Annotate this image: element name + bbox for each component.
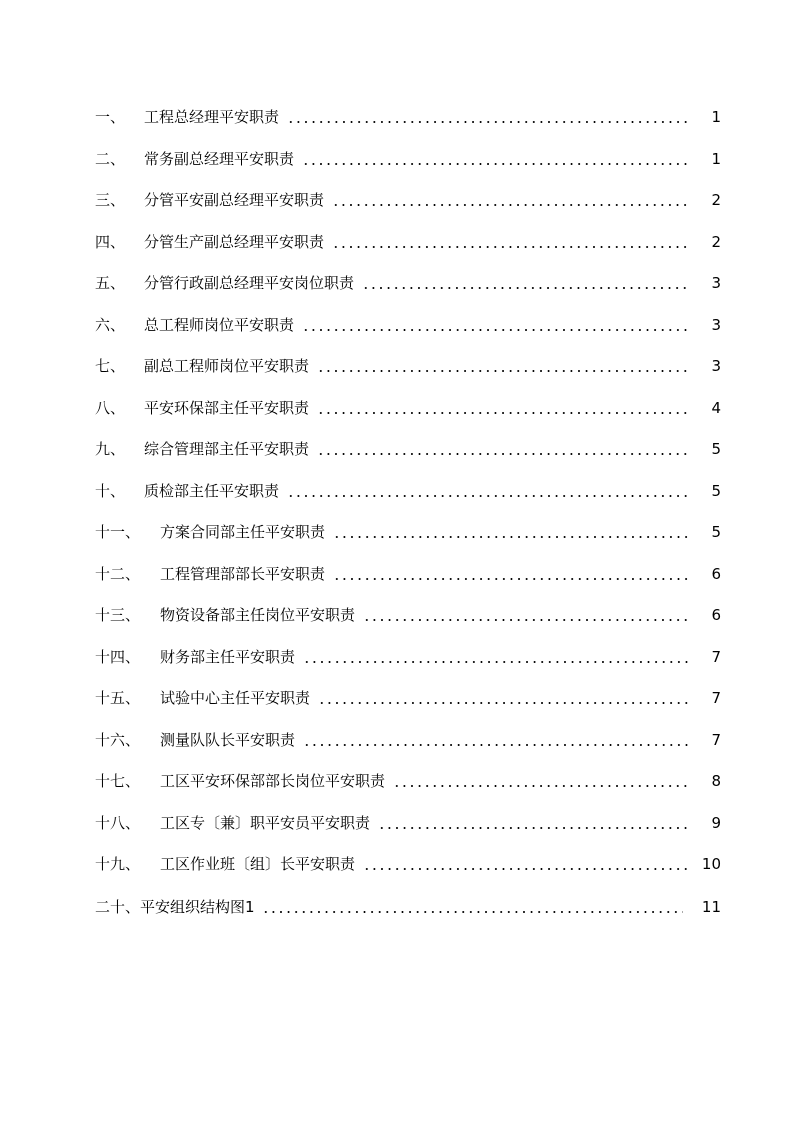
toc-entry-page-number: 6 (711, 565, 721, 583)
dot-leader (378, 812, 691, 834)
dot-leader (333, 521, 691, 543)
toc-entry-number: 五、 (95, 274, 126, 292)
toc-entry-page-number: 5 (711, 523, 721, 541)
toc-entry-page-number: 9 (711, 814, 721, 832)
toc-entry-title: 分管生产副总经理平安职责 (144, 233, 325, 251)
toc-entry-number: 十五、 (95, 689, 141, 707)
dot-leader (262, 896, 683, 918)
toc-entry-number: 八、 (95, 399, 126, 417)
toc-entry-page-number: 11 (701, 898, 721, 916)
dot-leader (303, 729, 691, 751)
toc-entry-title: 分管行政副总经理平安岗位职责 (144, 274, 355, 292)
toc-entry[interactable] (95, 189, 721, 211)
toc-entry-title: 测量队队长平安职责 (160, 731, 296, 749)
dot-leader (317, 397, 691, 419)
toc-entry-number: 十三、 (95, 606, 141, 624)
toc-entry-number: 四、 (95, 233, 126, 251)
toc-entry[interactable] (95, 272, 721, 294)
toc-entry[interactable] (95, 106, 721, 128)
dot-leader (333, 563, 691, 585)
toc-entry-page-number: 5 (711, 482, 721, 500)
toc-entry[interactable] (95, 480, 721, 502)
toc-entry-page-number: 7 (711, 731, 721, 749)
toc-entry[interactable] (95, 770, 721, 792)
toc-entry-title: 财务部主任平安职责 (160, 648, 296, 666)
toc-entry-number: 二十、 (95, 898, 141, 916)
toc-entry-page-number: 10 (701, 855, 721, 873)
toc-entry-page-number: 2 (711, 191, 721, 209)
toc-entry[interactable] (95, 314, 721, 336)
toc-entry-title: 常务副总经理平安职责 (144, 150, 295, 168)
toc-entry-number: 十九、 (95, 855, 141, 873)
dot-leader (363, 604, 691, 626)
toc-entry-title: 工程管理部部长平安职责 (160, 565, 326, 583)
toc-entry[interactable] (95, 853, 721, 875)
toc-entry-page-number: 3 (711, 357, 721, 375)
dot-leader (332, 231, 691, 253)
toc-entry-page-number: 1 (711, 108, 721, 126)
toc-entry-number: 十四、 (95, 648, 141, 666)
toc-entry-number: 十八、 (95, 814, 141, 832)
toc-entry-page-number: 3 (711, 274, 721, 292)
dot-leader (362, 272, 691, 294)
toc-entry-page-number: 7 (711, 689, 721, 707)
toc-entry-title: 质检部主任平安职责 (144, 482, 280, 500)
toc-entry-number: 六、 (95, 316, 126, 334)
toc-entry-number: 三、 (95, 191, 126, 209)
dot-leader (317, 355, 691, 377)
toc-entry[interactable] (95, 812, 721, 834)
toc-entry-page-number: 2 (711, 233, 721, 251)
toc-entry-number: 七、 (95, 357, 126, 375)
toc-entry-page-number: 1 (711, 150, 721, 168)
dot-leader (332, 189, 691, 211)
toc-entry[interactable] (95, 148, 721, 170)
toc-entry[interactable] (95, 355, 721, 377)
dot-leader (303, 646, 691, 668)
toc-entry-number: 十二、 (95, 565, 141, 583)
toc-entry-page-number: 3 (711, 316, 721, 334)
toc-entry[interactable] (95, 397, 721, 419)
toc-entry-title: 物资设备部主任岗位平安职责 (160, 606, 356, 624)
toc-entry-title: 综合管理部主任平安职责 (144, 440, 310, 458)
dot-leader (302, 148, 691, 170)
toc-entry-title: 工区专〔兼〕职平安员平安职责 (160, 814, 371, 832)
toc-entry-title: 方案合同部主任平安职责 (160, 523, 326, 541)
toc-entry-number: 二、 (95, 150, 126, 168)
toc-entry-page-number: 8 (711, 772, 721, 790)
toc-entry-title: 副总工程师岗位平安职责 (144, 357, 310, 375)
toc-entry-title: 平安组织结构图1 (140, 898, 255, 916)
toc-entry-number: 九、 (95, 440, 126, 458)
toc-entry[interactable] (95, 231, 721, 253)
toc-entry-title: 分管平安副总经理平安职责 (144, 191, 325, 209)
toc-entry-page-number: 5 (711, 440, 721, 458)
toc-entry-title: 工区平安环保部部长岗位平安职责 (160, 772, 386, 790)
toc-entry-page-number: 7 (711, 648, 721, 666)
toc-entry[interactable] (95, 521, 721, 543)
toc-entry[interactable] (95, 646, 721, 668)
toc-entry-number: 十一、 (95, 523, 141, 541)
dot-leader (363, 853, 691, 875)
toc-entry-title: 试验中心主任平安职责 (160, 689, 311, 707)
dot-leader (287, 480, 691, 502)
toc-entry-title: 工区作业班〔组〕长平安职责 (160, 855, 356, 873)
toc-entry[interactable] (95, 604, 721, 626)
dot-leader (287, 106, 691, 128)
toc-entry[interactable] (95, 687, 721, 709)
toc-entry[interactable] (95, 896, 721, 918)
toc-entry-number: 十六、 (95, 731, 141, 749)
toc-entry[interactable] (95, 729, 721, 751)
dot-leader (317, 438, 691, 460)
toc-entry-number: 十、 (95, 482, 126, 500)
toc-entry-title: 平安环保部主任平安职责 (144, 399, 310, 417)
toc-entry[interactable] (95, 438, 721, 460)
toc-entry-page-number: 4 (711, 399, 721, 417)
toc-entry-page-number: 6 (711, 606, 721, 624)
toc-entry-title: 总工程师岗位平安职责 (144, 316, 295, 334)
dot-leader (393, 770, 691, 792)
toc-entry-number: 十七、 (95, 772, 141, 790)
toc-entry[interactable] (95, 563, 721, 585)
dot-leader (302, 314, 691, 336)
toc-entry-number: 一、 (95, 108, 126, 126)
dot-leader (318, 687, 691, 709)
toc-entry-title: 工程总经理平安职责 (144, 108, 280, 126)
